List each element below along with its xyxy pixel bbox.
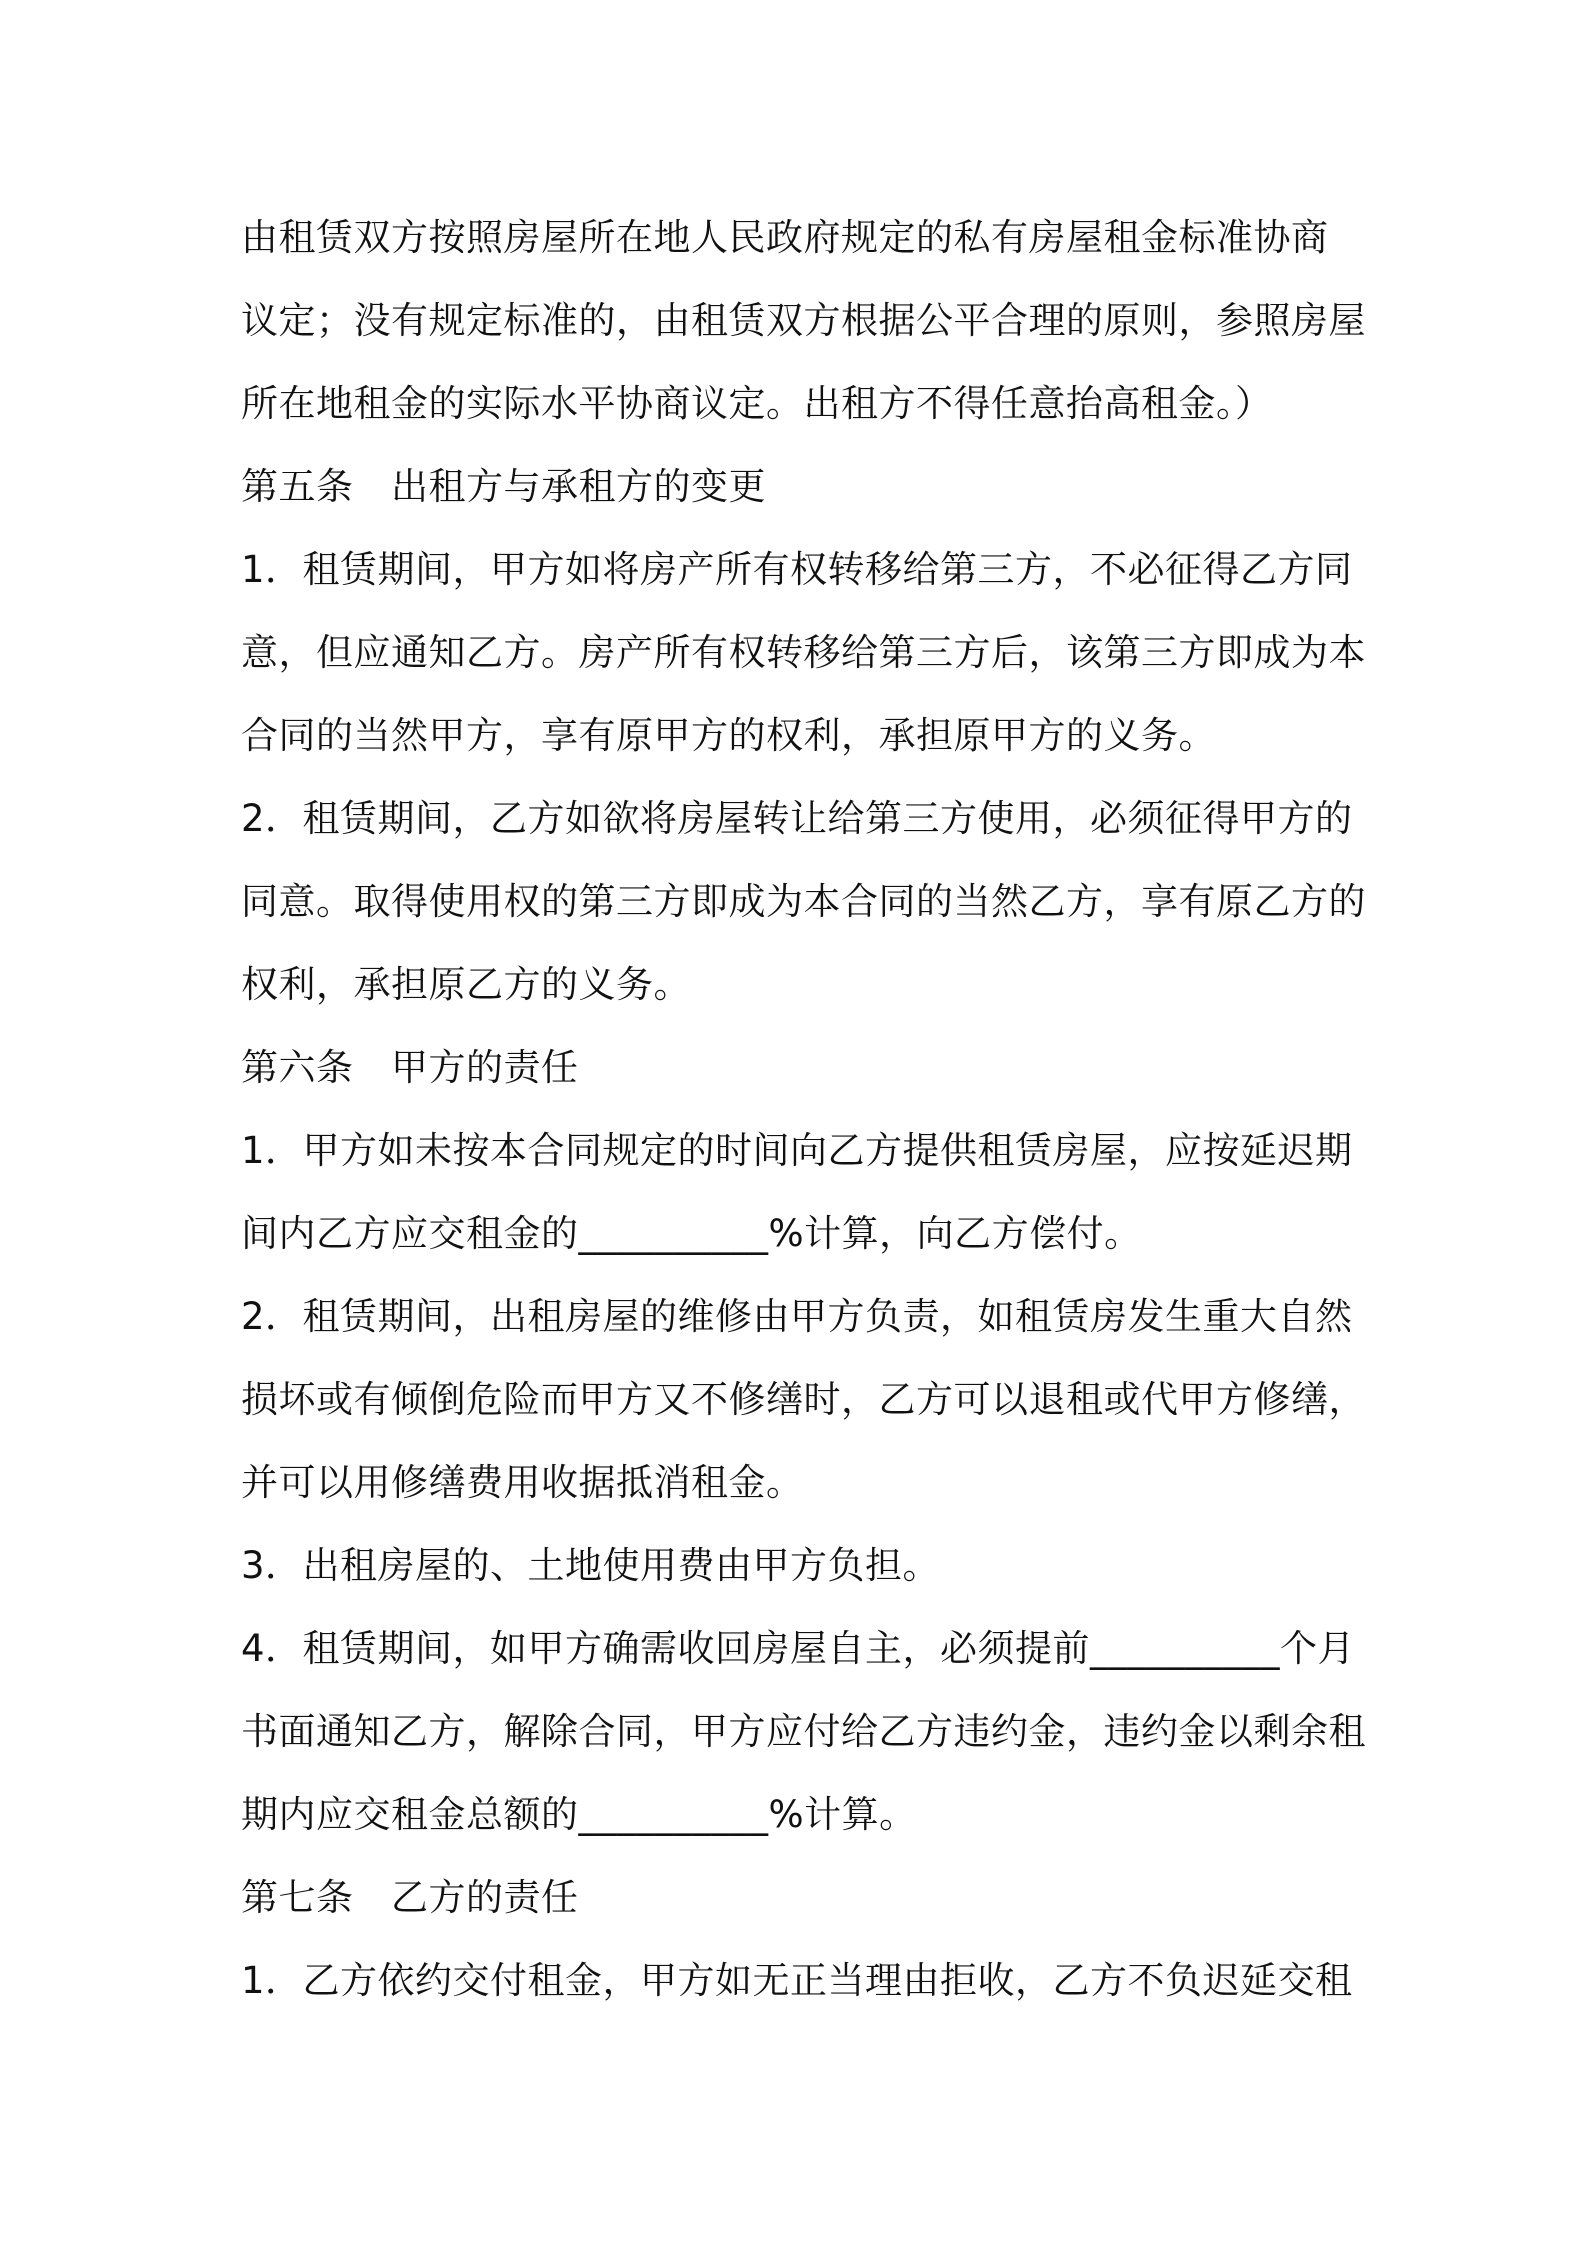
paragraph-line: 由租赁双方按照房屋所在地人民政府规定的私有房屋租金标准协商 (241, 216, 1329, 259)
clause-line: 1．租赁期间，甲方如将房产所有权转移给第三方，不必征得乙方同 (241, 548, 1353, 591)
paragraph-line: 所在地租金的实际水平协商议定。出租方不得任意抬高租金。） (241, 382, 1273, 425)
clause-line: 意，但应通知乙方。房产所有权转移给第三方后，该第三方即成为本 (241, 631, 1366, 674)
article-heading-5: 第五条 出租方与承租方的变更 (241, 465, 766, 508)
clause-line: 3．出租房屋的、土地使用费由甲方负担。 (241, 1544, 941, 1587)
clause-line: 合同的当然甲方，享有原甲方的权利，承担原甲方的义务。 (241, 714, 1216, 757)
article-heading-6: 第六条 甲方的责任 (241, 1046, 579, 1089)
clause-line: 权利，承担原乙方的义务。 (241, 963, 691, 1006)
clause-line: 期内应交租金总额的__________%计算。 (241, 1793, 917, 1836)
clause-line: 并可以用修缮费用收据抵消租金。 (241, 1461, 804, 1504)
clause-line: 同意。取得使用权的第三方即成为本合同的当然乙方，享有原乙方的 (241, 880, 1366, 923)
clause-line: 1．甲方如未按本合同规定的时间向乙方提供租赁房屋，应按延迟期 (241, 1129, 1353, 1172)
clause-line: 书面通知乙方，解除合同，甲方应付给乙方违约金，违约金以剩余租 (241, 1710, 1366, 1753)
clause-line: 2．租赁期间，乙方如欲将房屋转让给第三方使用，必须征得甲方的 (241, 797, 1353, 840)
clause-line: 2．租赁期间，出租房屋的维修由甲方负责，如租赁房发生重大自然 (241, 1295, 1353, 1338)
clause-line: 间内乙方应交租金的__________%计算，向乙方偿付。 (241, 1212, 1142, 1255)
paragraph-line: 议定；没有规定标准的，由租赁双方根据公平合理的原则，参照房屋 (241, 299, 1366, 342)
document-body (241, 196, 1366, 2022)
clause-line: 4．租赁期间，如甲方确需收回房屋自主，必须提前__________个月 (241, 1627, 1356, 1670)
article-heading-7: 第七条 乙方的责任 (241, 1876, 579, 1919)
clause-line: 损坏或有倾倒危险而甲方又不修缮时，乙方可以退租或代甲方修缮， (241, 1378, 1366, 1421)
clause-line: 1．乙方依约交付租金，甲方如无正当理由拒收，乙方不负迟延交租 (241, 1959, 1353, 2002)
